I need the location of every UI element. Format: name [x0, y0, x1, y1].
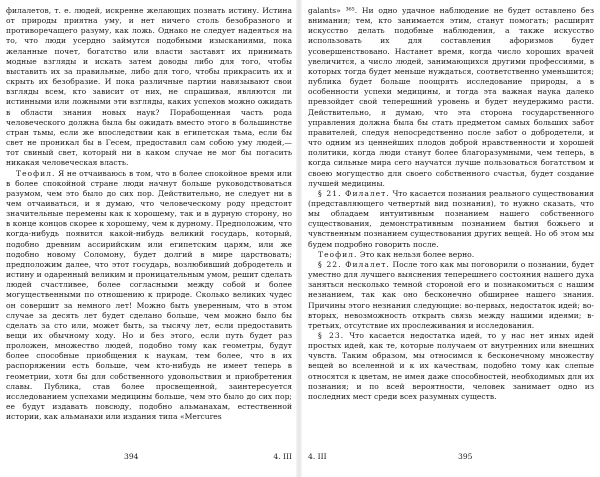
paragraph — [6, 169, 292, 423]
speaker-label: Теофил. — [318, 249, 358, 259]
paragraph-text: galants» ³⁶⁵. Ни одно удачное наблюдение не будет оставлено без внимания; тем, кто занимается этим, станут помогать; расширят искусство делать подобные наблюдения, а также искусство использовать их для составления афоризмов будет усовершенствовано. Настанет время, когда число хороших врачей увеличится, а число людей, занимающихся другими профессиями, в которых тогда будет меньше нуждаться, соответственно уменьшится; публика будет больше поощрять исследование природы, а в особенности успехи медицины, и тогда эта важная наука далеко превзойдет свой теперешний уровень и будет неудержимо расти. Действительно, я думаю, что эта сторона государственного управления должна была бы стать предметом самых больших забот правителей, следуя непосредственно после забот о добродетели, и что одним из ценнейших плодов доброй нравственности и хорошей политики, когда люди станут более благоразумными, чем теперь, в когда сильные мира сего научатся лучше пользоваться богатством и своею могущество для своего собственного счастья, будет создание лучшей медицины. — [308, 6, 594, 188]
paragraph-text: Что касается недостатка идей, то у нас нет иных идей простых идей, как те, которые получаем от внутренних или внешних чувств. Таким образом, мы относимся к бесконечному множеству вещей во вселенной и к их качествам, подобно тому как слепые относятся к цветам, не имея даже способностей, необходимых для их познания; и по всей вероятности, человек занимает одно из последних мест среди всех разумных существ. — [308, 331, 594, 401]
right-page — [308, 6, 594, 474]
paragraph — [308, 6, 594, 189]
signature-mark: 4. III — [308, 452, 327, 461]
paragraph — [308, 250, 594, 260]
left-page-footer — [6, 452, 292, 464]
speaker-label: § 23. — [318, 331, 345, 340]
right-page-text — [308, 6, 594, 444]
left-page-text — [6, 6, 292, 444]
paragraph — [308, 260, 594, 331]
paragraph — [308, 331, 594, 402]
book-gutter — [296, 0, 302, 477]
paragraph-text: После того как мы поговорили о познании, будет уместно для лучшего выяснения теперешнего состояния нашего духа заняться несколько темной стороной его и познакомиться с нашим незнанием, так как оно бесконечно обширнее нашего знания. Причины этого незнания следующие: во-первых, недостаток идей; во-вторых, невозможность открыть связь между нашими идеями; в-третьих, отсутствие их прослеживания и исследования. — [308, 259, 594, 330]
paragraph — [6, 6, 292, 169]
speaker-label: § 22. Филалет. — [318, 259, 390, 269]
paragraph-text: филалетов, т. е. людей, искренне желающих познать истину. Истина от природы приятна уму, и нет ничего столь безобразного и противоречащего разуму, как ложь. Однако не следует надеяться на то, что люди усердно займутся подобными изысканиями, пока желанные почет, богатство или власти заставят их принимать модные взгляды и искать затем доводы либо для того, чтобы выставить их за правильные, либо для того, чтобы прикрасить их и скрыть их безобразие. И пока различные партии навязывают свои взгляды всем, кто зависит от них, не спрашивая, являются ли истинными или ложными эти взгляды, каких успехов можно ожидать в области знания новых наук? Порабощенная часть рода человеческого должна была бы ожидать вместо этого в большинстве стран тьмы, если же впоследствии как в египетская тьма, если бы свет не проникал бы в Гесем, предоставил сам собою уму людей,— тот свиный свет, который ни в каком случае не мог бы погасить никакая человеческая власть. — [6, 6, 292, 168]
speaker-label: Теофил. — [16, 168, 56, 178]
page-number: 394 — [124, 452, 139, 461]
paragraph-text: Это как нельзя более верно. — [359, 249, 475, 259]
paragraph-text: Что касается познания реального существования (представляющего четвертый вид познания), то нужно сказать, что мы обладаем интуитивным познанием нашего собственного существования, демонстративным познанием бытия божьего и чувственным познанием существования других вещей. Но об этом мы будем подробно говорить после. — [308, 188, 594, 249]
right-page-footer — [308, 452, 594, 464]
paragraph-text: Я не отчаиваюсь в том, что в более спокойное время или в более спокойной стране люди начнут больше руководствоваться разумом, чем это было до сих пор. Действительно, не следует ни в чем отчаиваться, и я думаю, что человеческому роду предстоят значительные перемены как к хорошему, так и в дурную сторону, но в конце концов скорее к хорошему, чем к дурному. Предположим, что когда-нибудь появится какой-нибудь великий государь, который, подобно древним ассирийским или египетским царям, или же подобно новому Соломону, будет долгий в мире царствовать; предположим далее, что этот государь, возлюбивший добродетель и истину и одаренный великим и проницательным умом, решит сделать людей счастливее, более согласными между собой и более могущественными по отношению к природе. Сколько великих чудес он совершит за немного лет! Можно быть уверенным, что в этом случае за десять лет будет сделано больше, чем можно было бы сделать за сто или, может быть, за тысячу лет, если предоставить вещи их обычному ходу. Но и без этого, если путь будет раз проложен, множество людей, подобно тому как геометры, будут более способные приобщения к наукам, тем более, что в их распоряжении есть больше, чем кто-нибудь не имеет теперь в геометрии, хотя бы для собственного удовольствия и приобретения славы. Публика, став более просвещенной, заинтересуется исследованием успехами медицины больше, чем это было до сих пор; ее будут издавать повсюду, подобно альманахам, естественной истории, как альманахи или издания типа «Mercures — [6, 168, 292, 422]
signature-mark: 4. III — [273, 452, 292, 461]
paragraph — [308, 189, 594, 250]
left-page — [6, 6, 292, 474]
speaker-label: § 21. Филалет. — [318, 188, 390, 198]
page-number: 395 — [458, 452, 473, 461]
